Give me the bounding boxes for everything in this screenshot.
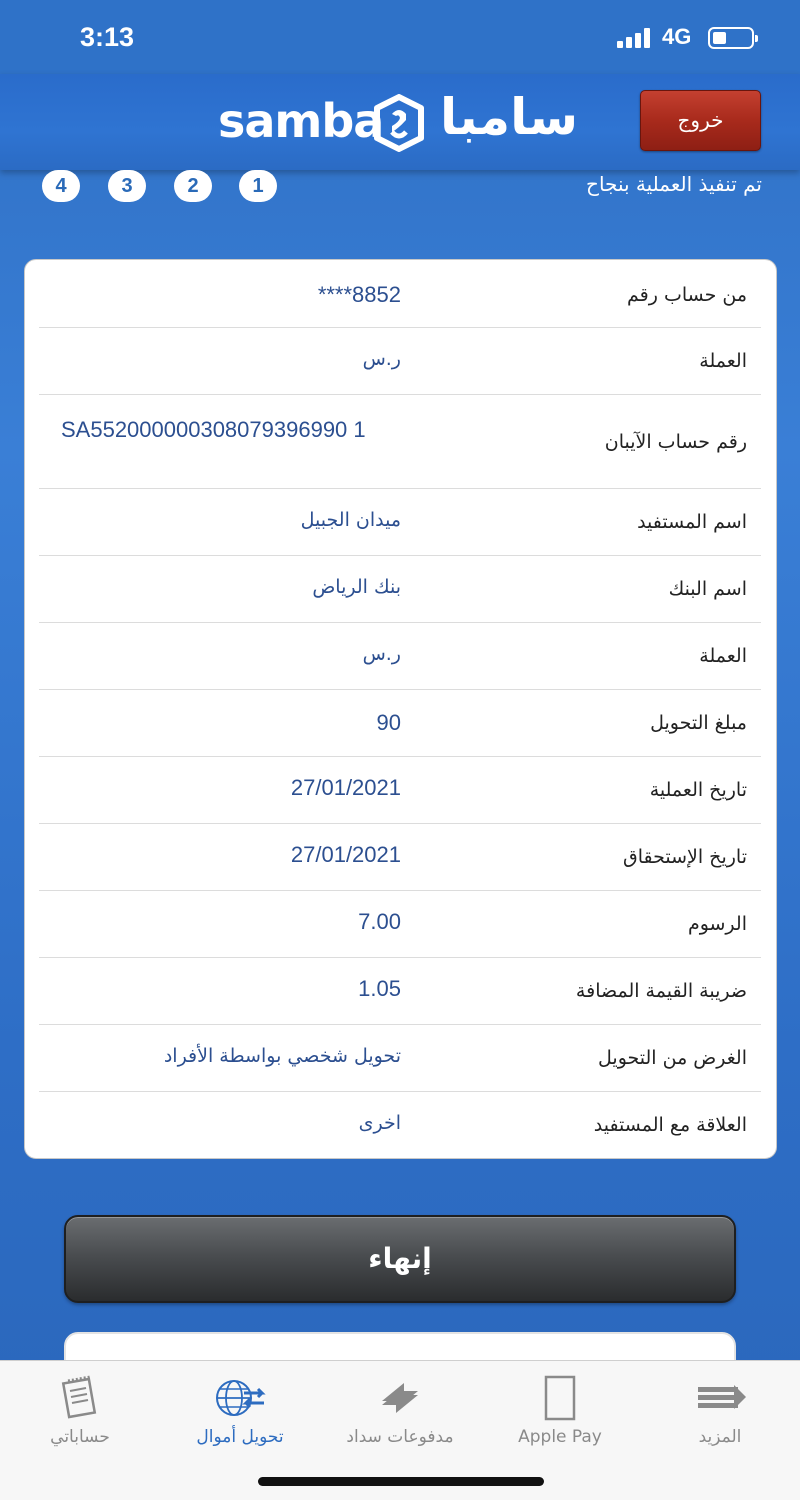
detail-label: الرسوم	[687, 913, 747, 935]
detail-label: ضريبة القيمة المضافة	[575, 980, 747, 1002]
detail-row-fees	[39, 891, 761, 958]
brand-name-en: samba	[218, 94, 384, 148]
detail-value: ر.س	[362, 643, 401, 665]
detail-row-beneficiary	[39, 489, 761, 556]
tab-label: مدفوعات سداد	[346, 1427, 454, 1447]
step-3: 3	[108, 170, 146, 202]
detail-row-vat	[39, 958, 761, 1025]
detail-row-due-date	[39, 824, 761, 891]
home-indicator	[258, 1477, 544, 1486]
notepad-icon	[50, 1375, 110, 1421]
detail-value: ر.س	[362, 348, 401, 370]
success-message: تم تنفيذ العملية بنجاح	[586, 172, 762, 196]
detail-label: مبلغ التحويل	[650, 712, 747, 734]
detail-label: تاريخ الإستحقاق	[622, 846, 747, 868]
status-bar	[0, 0, 800, 74]
detail-row-currency	[39, 328, 761, 395]
detail-value: 7.00	[358, 909, 401, 934]
detail-row-transaction-date	[39, 757, 761, 824]
tab-sadad-payments[interactable]	[320, 1369, 480, 1459]
detail-value: 27/01/2021	[290, 842, 401, 867]
globe-transfer-icon	[210, 1375, 270, 1421]
network-type: 4G	[662, 24, 692, 49]
signal-icon	[617, 28, 655, 48]
detail-label: اسم المستفيد	[637, 511, 747, 533]
detail-value: 1.05	[358, 976, 401, 1001]
arrows-exchange-icon	[370, 1375, 430, 1421]
step-4: 4	[42, 170, 80, 202]
tab-label: حساباتي	[50, 1427, 110, 1447]
tab-label: المزيد	[698, 1427, 742, 1447]
tab-label: تحويل أموال	[196, 1427, 284, 1447]
battery-icon	[708, 27, 754, 49]
detail-value: ميدان الجبيل	[300, 509, 401, 531]
detail-value: ****8852	[317, 282, 401, 307]
detail-value: 27/01/2021	[290, 775, 401, 800]
phone-outline-icon	[530, 1375, 590, 1421]
status-time: 3:13	[80, 22, 135, 52]
detail-label: العلاقة مع المستفيد	[593, 1114, 747, 1136]
detail-label: العملة	[699, 350, 747, 372]
detail-row-amount	[39, 690, 761, 757]
more-lines-icon	[690, 1375, 750, 1421]
detail-label: العملة	[699, 645, 747, 667]
tab-my-accounts[interactable]	[0, 1369, 160, 1459]
tab-money-transfer[interactable]	[160, 1369, 320, 1459]
detail-label: رقم حساب الآيبان	[604, 431, 747, 453]
detail-row-bank	[39, 556, 761, 623]
transfer-details-card	[24, 259, 777, 1159]
detail-row-purpose	[39, 1025, 761, 1092]
step-1: 1	[239, 170, 277, 202]
detail-row-iban	[39, 395, 761, 489]
tab-label: Apple Pay	[518, 1427, 602, 1447]
brand-name-ar: سامبا	[440, 88, 579, 146]
logout-button[interactable]: خروج	[640, 90, 761, 151]
detail-value: بنك الرياض	[312, 576, 401, 598]
app-header	[0, 74, 800, 170]
detail-row-relationship	[39, 1092, 761, 1158]
step-2: 2	[174, 170, 212, 202]
detail-label: الغرض من التحويل	[598, 1047, 747, 1069]
tab-apple-pay[interactable]	[480, 1369, 640, 1459]
detail-label: من حساب رقم	[627, 284, 747, 306]
detail-label: تاريخ العملية	[649, 779, 747, 801]
detail-row-currency-2	[39, 623, 761, 690]
detail-value: 90	[376, 710, 401, 735]
detail-value: تحويل شخصي بواسطة الأفراد	[163, 1045, 401, 1067]
detail-value: SA552000000308079396990 1	[61, 417, 366, 442]
detail-value: اخرى	[358, 1112, 401, 1134]
finish-button[interactable]: إنهاء	[64, 1215, 736, 1303]
detail-row-from-account	[39, 260, 761, 328]
steps-indicator	[0, 168, 800, 208]
detail-label: اسم البنك	[668, 578, 747, 600]
tab-more[interactable]	[640, 1369, 800, 1459]
samba-logo-icon	[370, 94, 428, 152]
